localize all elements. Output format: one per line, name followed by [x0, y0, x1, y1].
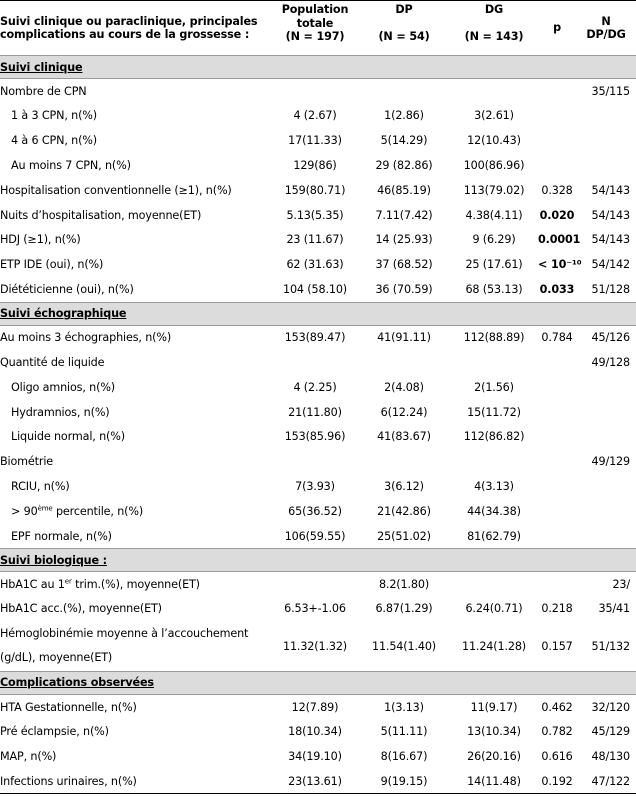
table-row: 4 à 6 CPN, n(%) 17(11.33) 5(14.29) 12(10.43): [11, 134, 521, 148]
table-row: Nombre de CPN 35/115: [0, 84, 630, 98]
header-label: [0, 1, 272, 56]
table-row: Hospitalisation conventionnelle (≥1), n(%) 159(80.71) 46(85.19) 113(79.02) 0.328 54/143: [0, 183, 630, 197]
table-row: Au moins 3 échographies, n(%) 153(89.47) 41(91.11) 112(88.89) 0.784 45/126: [0, 331, 630, 345]
table-row: HbA1C acc.(%), moyenne(ET) 6.53+-1.06 6.87(1.29) 6.24(0.71) 0.218 35/41: [0, 602, 630, 616]
significant-p-value: 0.0001: [538, 233, 581, 247]
significant-p-value: 0.020: [539, 208, 575, 222]
header-n: N DP/DG: [586, 14, 626, 41]
table-row: Hydramnios, n(%) 21(11.80) 6(12.24) 15(11.72): [11, 405, 521, 419]
section-row: [0, 549, 636, 572]
table-row: HDJ (≥1), n(%) 23 (11.67) 14 (25.93) 9 (6.29) 0.0001 54/143: [0, 228, 636, 253]
table-row: Nuits d’hospitalisation, moyenne(ET) 5.13(5.35) 7.11(7.42) 4.38(4.11) 0.020 54/143: [0, 203, 636, 228]
header-label-line1: Suivi clinique ou paraclinique, principales: [0, 14, 258, 28]
section-biologique: Suivi biologique :: [0, 549, 636, 572]
header-dp: DP (N = 54): [378, 3, 430, 43]
section-row: [0, 56, 636, 79]
section-row: [0, 671, 636, 694]
table-row: Oligo amnios, n(%) 4 (2.25) 2(4.08) 2(1.56): [11, 380, 514, 394]
table-row: Biométrie 49/129: [0, 455, 630, 469]
table-row: Pré éclampsie, n(%) 18(10.34) 5(11.11) 13(10.34) 0.782 45/129: [0, 725, 630, 739]
table-row: Infections urinaires, n(%) 23(13.61) 9(19.15) 14(11.48) 0.192 47/122: [0, 769, 636, 794]
section-row: [0, 302, 636, 325]
significant-p-value: < 10⁻¹⁰: [538, 258, 582, 272]
table-row: Diététicienne (oui), n(%) 104 (58.10) 36 (70.59) 68 (53.13) 0.033 51/128: [0, 277, 636, 302]
significant-p-value: 0.033: [539, 282, 575, 296]
table-row: RCIU, n(%) 7(3.93) 3(6.12) 4(3.13): [11, 480, 514, 494]
table-row: ETP IDE (oui), n(%) 62 (31.63) 37 (68.52) 25 (17.61) < 10⁻¹⁰ 54/142: [0, 252, 636, 277]
table-row: > 90ème percentile, n(%) 65(36.52) 21(42.86) 44(34.38): [11, 504, 521, 518]
table-header-row: [0, 1, 636, 56]
table-row: EPF normale, n(%) 106(59.55) 25(51.02) 81(62.79): [11, 529, 521, 543]
table-row: 1 à 3 CPN, n(%) 4 (2.67) 1(2.86) 3(2.61): [11, 109, 514, 123]
table-row: Liquide normal, n(%) 153(85.96) 41(83.67) 112(86.82): [11, 430, 525, 444]
section-echographique: Suivi échographique: [0, 302, 636, 325]
header-dg: DG (N = 143): [464, 3, 524, 43]
table-row: HTA Gestationnelle, n(%) 12(7.89) 1(3.13) 11(9.17) 0.462 32/120: [0, 700, 630, 714]
table-row: Quantité de liquide 49/128: [0, 355, 630, 369]
header-population: Population totale (N = 197): [281, 3, 349, 43]
section-complications: Complications observées: [0, 671, 636, 694]
table-row: Hémoglobinémie moyenne à l’accouchement (g/dL), moyenne(ET) 11.32(1.32) 11.54(1.40) 11.24(1.28) 0.157 51/132: [0, 627, 630, 665]
table-row: Au moins 7 CPN, n(%) 129(86) 29 (82.86) 100(86.96): [11, 158, 525, 172]
table-row: MAP, n(%) 34(19.10) 8(16.67) 26(20.16) 0.616 48/130: [0, 749, 630, 763]
header-label-line2: complications au cours de la grossesse :: [0, 28, 250, 41]
header-p: p: [553, 21, 561, 35]
table-row: HbA1C au 1er trim.(%), moyenne(ET) 8.2(1.80) 23/: [0, 577, 630, 591]
section-clinique: Suivi clinique: [0, 56, 636, 79]
